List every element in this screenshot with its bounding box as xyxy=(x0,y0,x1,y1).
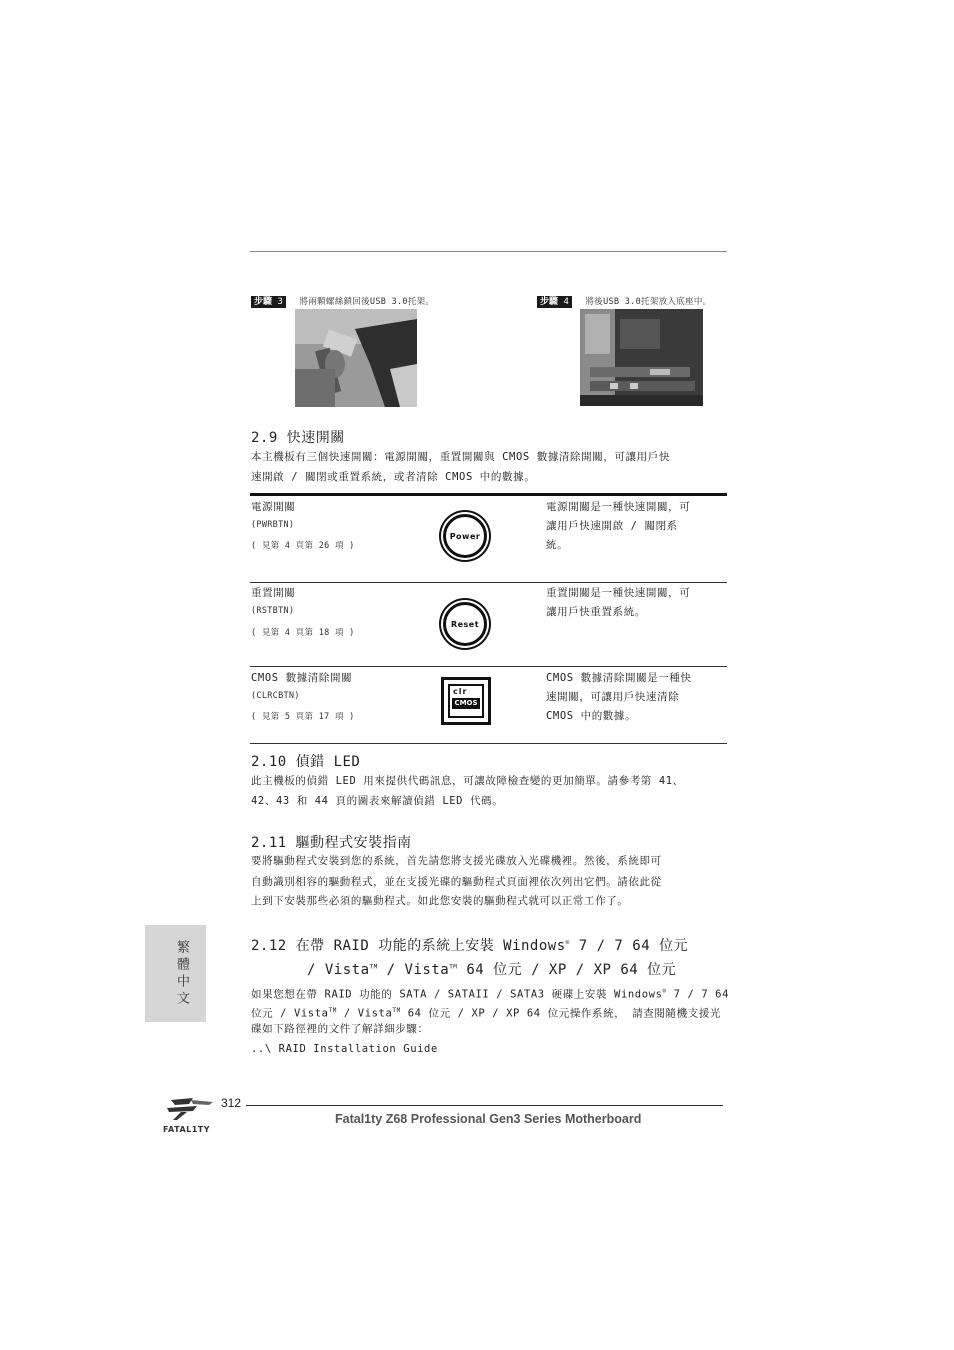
section-2-11-line3: 上到下安裝那些必須的驅動程式。如此您安裝的驅動程式就可以正常工作了。 xyxy=(251,895,629,907)
section-2-12-heading-b: 7 / 7 64 位元 xyxy=(569,938,689,954)
language-sidebar-label: 繁體中文 xyxy=(174,940,189,1008)
fatal1ty-logo-mark xyxy=(163,1096,219,1120)
cmos-switch-desc3: CMOS 中的數據。 xyxy=(546,710,637,722)
body2-b: / Vista xyxy=(337,1007,393,1020)
table-top-rule xyxy=(250,493,727,496)
table-bottom-rule xyxy=(250,743,727,744)
cmos-switch-desc2: 速開關，可讓用戶快速清除 xyxy=(546,691,680,703)
step-3 xyxy=(251,289,434,308)
step-4-text: 將後USB 3.0托架放入底座中。 xyxy=(585,297,712,307)
section-2-12-heading-line2 xyxy=(307,959,676,979)
power-switch-ref: ( 見第 4 頁第 26 項 ) xyxy=(251,541,355,551)
body1-a: 如果您想在帶 RAID 功能的 SATA / SATAII / SATA3 硬碟上安裝 Windows xyxy=(251,988,663,1001)
reset-button-icon-label: Reset xyxy=(450,619,480,629)
section-2-12-heading xyxy=(251,935,688,955)
clr-cmos-button-icon xyxy=(441,677,491,725)
tm-mark-1: TM xyxy=(369,963,378,971)
reset-switch-name: 重置開關 xyxy=(251,587,296,599)
screw-photo xyxy=(295,309,417,407)
clr-cmos-inner xyxy=(448,684,484,718)
fatal1ty-logo-text: FATAL1TY xyxy=(163,1125,211,1134)
cmos-switch-desc1: CMOS 數據清除開關是一種快 xyxy=(546,672,692,684)
section-2-9-line2: 速開啟 / 關閉或重置系統，或者清除 CMOS 中的數據。 xyxy=(251,471,536,483)
body1-b: 7 / 7 64 xyxy=(666,988,730,1001)
heading2-a: / Vista xyxy=(307,962,370,978)
table-rule-2 xyxy=(250,666,727,667)
section-2-10-line2: 42、43 和 44 頁的圖表來解讀偵錯 LED 代碼。 xyxy=(251,795,504,807)
cmos-label: CMOS xyxy=(452,698,480,709)
top-rule xyxy=(250,251,727,252)
tm-mark-4: TM xyxy=(392,1007,401,1014)
section-2-11-heading: 2.11 驅動程式安裝指南 xyxy=(251,835,412,851)
clr-label: clr xyxy=(453,687,468,696)
registered-mark-2: ® xyxy=(662,988,667,995)
footer-rule xyxy=(246,1105,723,1106)
power-button-icon-label: Power xyxy=(449,531,481,541)
power-switch-code: (PWRBTN) xyxy=(251,520,295,530)
section-2-9-line1: 本主機板有三個快速開關：電源開關，重置開關與 CMOS 數據清除開關，可讓用戶快 xyxy=(251,451,670,463)
step-4 xyxy=(537,289,711,308)
step-3-label: 步驟 3 xyxy=(251,296,286,308)
section-2-12-heading-a: 2.12 在帶 RAID 功能的系統上安裝 Windows xyxy=(251,938,566,954)
section-2-11-line1: 要將驅動程式安裝到您的系統，首先請您將支援光碟放入光碟機裡。然後，系統即可 xyxy=(251,855,662,867)
screw-photo-image xyxy=(295,309,417,407)
section-2-10-heading: 2.10 偵錯 LED xyxy=(251,754,361,770)
bracket-photo xyxy=(580,309,703,406)
power-switch-desc3: 統。 xyxy=(546,539,569,551)
section-2-12-body3: 碟如下路徑裡的文件了解詳細步驟： xyxy=(251,1023,429,1035)
tm-mark-3: TM xyxy=(328,1007,338,1014)
heading2-c: 64 位元 / XP / XP 64 位元 xyxy=(457,962,677,978)
step-3-text: 將兩顆螺絲鎖回後USB 3.0托架。 xyxy=(299,297,435,307)
reset-switch-ref: ( 見第 4 頁第 18 項 ) xyxy=(251,628,355,638)
heading2-b: / Vista xyxy=(377,962,450,978)
section-2-11-line2: 自動識別相容的驅動程式，並在支援光碟的驅動程式頁面裡依次列出它們。請依此從 xyxy=(251,876,662,888)
step-4-label: 步驟 4 xyxy=(537,296,572,308)
fatal1ty-logo xyxy=(163,1096,219,1136)
body2-a: 位元 / Vista xyxy=(251,1007,329,1020)
footer-title: Fatal1ty Z68 Professional Gen3 Series Motherboard xyxy=(335,1112,642,1126)
raid-guide-path: ..\ RAID Installation Guide xyxy=(251,1043,438,1055)
registered-mark: ® xyxy=(565,939,570,947)
power-button-icon xyxy=(443,514,487,558)
body2-c: 64 位元 / XP / XP 64 位元操作系統， 請查閱隨機支援光 xyxy=(400,1007,722,1020)
reset-button-icon xyxy=(443,602,487,646)
power-switch-name: 電源開關 xyxy=(251,501,296,513)
power-switch-desc2: 讓用戶快速開啟 / 關閉系 xyxy=(546,520,678,532)
tm-mark-2: TM xyxy=(449,963,458,971)
reset-switch-code: (RSTBTN) xyxy=(251,606,295,616)
section-2-9-heading: 2.9 快速開關 xyxy=(251,430,345,446)
cmos-switch-ref: ( 見第 5 頁第 17 項 ) xyxy=(251,712,355,722)
cmos-switch-name: CMOS 數據清除開關 xyxy=(251,672,353,684)
section-2-10-line1: 此主機板的偵錯 LED 用來提供代碼訊息，可讓故障檢查變的更加簡單。請參考第 41、 xyxy=(251,775,684,787)
bracket-photo-image xyxy=(580,309,703,406)
reset-switch-desc2: 讓用戶快重置系統。 xyxy=(546,606,646,618)
cmos-switch-code: (CLRCBTN) xyxy=(251,691,300,701)
power-switch-desc1: 電源開關是一種快速開關，可 xyxy=(546,501,691,513)
page-number: 312 xyxy=(221,1096,242,1110)
reset-switch-desc1: 重置開關是一種快速開關，可 xyxy=(546,587,691,599)
